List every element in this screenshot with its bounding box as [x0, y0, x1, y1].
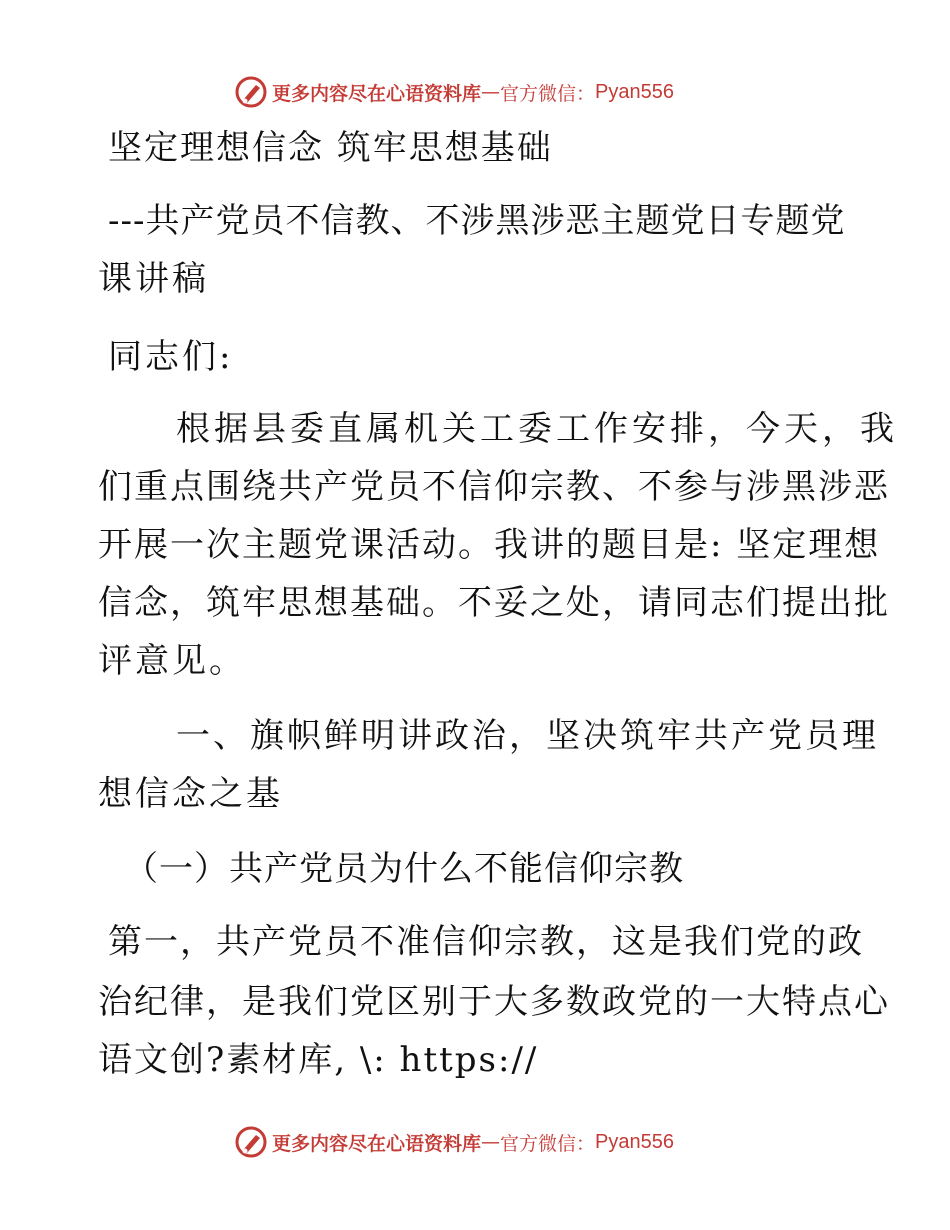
- document-title: 坚定理想信念 筑牢思想基础: [108, 128, 553, 168]
- watermark-footer: [234, 1122, 714, 1162]
- section-heading-1-line-1: 一、旗帜鲜明讲政治，坚决筑牢共产党员理: [176, 716, 879, 756]
- paragraph-2-line-1: 第一，共产党员不准信仰宗教，这是我们党的政: [108, 922, 864, 962]
- section-heading-1-line-2: 想信念之基: [98, 774, 283, 814]
- watermark-separator: —: [481, 81, 501, 103]
- salutation: 同志们:: [108, 337, 234, 377]
- pen-logo-icon: [234, 75, 268, 109]
- watermark-wechat-id: Pyan556: [595, 1130, 674, 1153]
- watermark-header: [234, 72, 714, 112]
- subsection-heading-1: （一）共产党员为什么不能信仰宗教: [124, 849, 684, 889]
- paragraph-1-line-5: 评意见。: [98, 641, 246, 681]
- watermark-text: 更多内容尽在心语资料库: [272, 82, 482, 105]
- watermark-label: 官方微信：: [500, 1132, 596, 1155]
- watermark-separator: —: [481, 1131, 501, 1153]
- paragraph-1-line-2: 们重点围绕共产党员不信仰宗教、不参与涉黑涉恶: [98, 467, 890, 507]
- watermark-wechat-id: Pyan556: [595, 80, 674, 103]
- watermark-label: 官方微信：: [500, 82, 596, 105]
- paragraph-2-line-2: 治纪律，是我们党区别于大多数政党的一大特点心: [98, 982, 890, 1022]
- paragraph-1-line-4: 信念，筑牢思想基础。不妥之处，请同志们提出批: [98, 583, 890, 623]
- document-subtitle-line-2: 课讲稿: [98, 259, 209, 299]
- paragraph-2-line-3: 语文创?素材库, \: https://: [98, 1040, 539, 1080]
- pen-logo-icon: [234, 1125, 268, 1159]
- paragraph-1-line-1: 根据县委直属机关工委工作安排，今天，我: [176, 409, 898, 449]
- document-subtitle-line-1: ---共产党员不信教、不涉黑涉恶主题党日专题党: [108, 201, 846, 241]
- paragraph-1-line-3: 开展一次主题党课活动。我讲的题目是: 坚定理想: [98, 525, 881, 565]
- watermark-text: 更多内容尽在心语资料库: [272, 1132, 482, 1155]
